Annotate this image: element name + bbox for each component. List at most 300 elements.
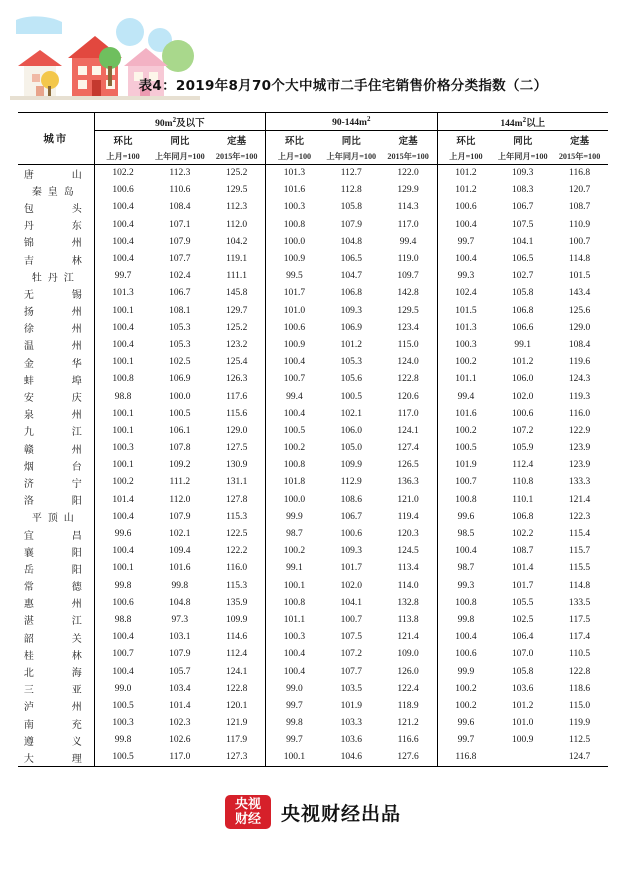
- index-value: 121.0: [397, 494, 419, 505]
- index-value: 100.1: [94, 302, 151, 319]
- city-name: 蚌 埠: [23, 375, 88, 387]
- city-name: 岳 阳: [23, 564, 88, 576]
- index-value: 102.7: [512, 271, 534, 282]
- index-value: 100.0: [266, 233, 323, 250]
- index-value: 110.6: [169, 185, 191, 196]
- index-value: 116.0: [569, 408, 591, 419]
- index-value: 109.3: [340, 546, 362, 557]
- index-value: 100.4: [437, 629, 494, 646]
- index-value: 105.3: [169, 339, 191, 350]
- col-group-over-144: $144m^2$以上: [437, 113, 608, 131]
- index-value: 109.3: [512, 168, 534, 179]
- index-value: 105.8: [512, 666, 534, 677]
- city-name: 宜 昌: [23, 530, 88, 542]
- city-name: 唐 山: [23, 169, 88, 181]
- table-row: [18, 165, 608, 182]
- index-value: 110.8: [512, 477, 534, 488]
- city-name: 秦皇岛: [31, 186, 80, 198]
- index-value: 103.4: [169, 683, 191, 694]
- index-value: 111.1: [226, 271, 247, 282]
- col-header-yoy-3: 同比: [513, 136, 533, 147]
- table-row: [18, 474, 608, 491]
- cctv-finance-logo: [225, 795, 271, 829]
- index-value: 106.1: [169, 425, 191, 436]
- index-value: 100.8: [266, 594, 323, 611]
- index-value: 99.7: [437, 732, 494, 749]
- index-value: 98.8: [94, 388, 151, 405]
- index-value: 112.4: [512, 460, 534, 471]
- index-value: 133.5: [568, 597, 591, 608]
- table-header-groups: [18, 113, 608, 131]
- index-value: 101.3: [94, 285, 151, 302]
- col-base-yoy-1: 上年同月=100: [155, 151, 205, 161]
- index-value: 120.1: [225, 700, 248, 711]
- index-value: 115.4: [569, 529, 591, 540]
- index-value: 119.6: [569, 357, 591, 368]
- index-value: 100.3: [266, 629, 323, 646]
- index-value: 99.6: [437, 715, 494, 732]
- table-row: [18, 491, 608, 508]
- city-name: 三 亚: [23, 685, 88, 697]
- city-name: 扬 州: [23, 307, 88, 319]
- index-value: 112.3: [169, 168, 191, 179]
- table-row: [18, 732, 608, 749]
- index-value: 99.6: [437, 508, 494, 525]
- col-base-base-2: 2015年=100: [387, 151, 429, 161]
- index-value: 104.1: [340, 597, 362, 608]
- index-value: 124.1: [397, 425, 419, 436]
- index-value: 107.8: [169, 443, 191, 454]
- index-value: 129.5: [397, 305, 419, 316]
- index-value: 104.1: [512, 236, 534, 247]
- index-value: 100.2: [437, 354, 494, 371]
- index-value: 102.3: [169, 718, 191, 729]
- index-value: 132.8: [397, 597, 419, 608]
- index-value: 102.2: [94, 165, 151, 182]
- index-value: 100.5: [437, 440, 494, 457]
- index-value: 127.6: [397, 752, 419, 763]
- index-value: 100.2: [266, 440, 323, 457]
- index-value: 115.0: [569, 700, 591, 711]
- index-value: 115.0: [397, 339, 419, 350]
- city-name: 泸 州: [23, 702, 88, 714]
- index-value: 99.7: [94, 268, 151, 285]
- table-row: [18, 233, 608, 250]
- index-value: 113.4: [397, 563, 419, 574]
- col-base-mom-3: 上月=100: [437, 148, 494, 165]
- index-value: 112.8: [340, 185, 362, 196]
- table-row: [18, 250, 608, 267]
- index-value: 124.5: [397, 546, 419, 557]
- table-header-measures: [18, 131, 608, 149]
- index-value: 117.0: [397, 219, 419, 230]
- index-value: 100.8: [437, 491, 494, 508]
- table-row: [18, 680, 608, 697]
- index-value: 112.5: [569, 735, 591, 746]
- index-value: 123.9: [568, 460, 591, 471]
- index-value: 99.8: [437, 611, 494, 628]
- city-name: 平顶山: [31, 513, 80, 525]
- index-value: 100.7: [437, 474, 494, 491]
- index-value: 100.3: [94, 715, 151, 732]
- index-value: 109.9: [340, 460, 362, 471]
- index-value: 117.0: [397, 408, 419, 419]
- index-value: 108.1: [169, 305, 191, 316]
- index-value: 107.9: [169, 236, 191, 247]
- index-value: 109.3: [340, 305, 362, 316]
- index-value: 100.1: [266, 577, 323, 594]
- city-name: 大 理: [23, 753, 88, 765]
- index-value: 101.6: [437, 405, 494, 422]
- price-index-table-area: [18, 112, 608, 767]
- index-value: 100.1: [94, 457, 151, 474]
- index-value: 122.5: [225, 529, 248, 540]
- index-value: 115.5: [569, 563, 591, 574]
- index-value: 99.5: [266, 268, 323, 285]
- index-value: 100.6: [94, 182, 151, 199]
- col-base-base-1: 2015年=100: [215, 151, 258, 161]
- city-name: 烟 台: [23, 461, 88, 473]
- col-header-base-1: 定基: [227, 136, 247, 147]
- index-value: 100.2: [437, 680, 494, 697]
- index-value: 100.4: [266, 646, 323, 663]
- city-name: 九 江: [23, 427, 88, 439]
- index-value: 100.4: [94, 199, 151, 216]
- index-value: 99.6: [94, 525, 151, 542]
- index-value: 101.9: [340, 700, 362, 711]
- index-value: 106.9: [340, 322, 362, 333]
- table-row: [18, 594, 608, 611]
- index-value: 100.2: [266, 543, 323, 560]
- index-value: 101.4: [169, 700, 191, 711]
- index-value: 106.9: [169, 374, 191, 385]
- index-value: 101.7: [512, 580, 534, 591]
- table-row: [18, 285, 608, 302]
- index-value: 100.6: [437, 646, 494, 663]
- index-value: 129.0: [225, 425, 248, 436]
- index-value: 117.6: [226, 391, 248, 402]
- index-value: 98.5: [437, 525, 494, 542]
- index-value: 105.0: [340, 443, 362, 454]
- col-base-yoy-2: 上年同月=100: [326, 151, 377, 161]
- index-value: 105.5: [512, 597, 534, 608]
- index-value: 108.7: [512, 546, 534, 557]
- index-value: 102.4: [437, 285, 494, 302]
- index-value: 122.0: [397, 168, 419, 179]
- table-row: [18, 440, 608, 457]
- index-value: 112.7: [340, 168, 362, 179]
- index-value: 112.0: [169, 494, 191, 505]
- table-body: [18, 165, 608, 767]
- index-value: 121.2: [397, 718, 419, 729]
- index-value: 119.3: [569, 391, 591, 402]
- index-value: 103.5: [340, 683, 362, 694]
- table-row: [18, 715, 608, 732]
- index-value: 109.7: [397, 271, 419, 282]
- index-value: 103.6: [512, 683, 534, 694]
- table-row: [18, 302, 608, 319]
- index-value: 122.8: [225, 683, 248, 694]
- index-value: 99.3: [437, 577, 494, 594]
- col-header-city: 城市: [43, 134, 69, 145]
- index-value: 102.5: [169, 357, 191, 368]
- index-value: 108.4: [568, 339, 591, 350]
- table-row: [18, 697, 608, 714]
- city-name: 锦 州: [23, 238, 88, 250]
- index-value: 119.9: [569, 718, 591, 729]
- index-value: 100.4: [94, 319, 151, 336]
- city-name: 遵 义: [23, 736, 88, 748]
- index-value: 101.0: [266, 302, 323, 319]
- index-value: 112.3: [226, 202, 248, 213]
- index-value: 133.3: [568, 477, 591, 488]
- index-value: 117.5: [569, 614, 591, 625]
- city-name: 金 华: [23, 358, 88, 370]
- index-value: 99.8: [94, 577, 151, 594]
- table-row: [18, 336, 608, 353]
- index-value: 129.7: [225, 305, 248, 316]
- index-value: 129.9: [397, 185, 419, 196]
- index-value: 100.4: [94, 543, 151, 560]
- index-value: 104.6: [340, 752, 362, 763]
- table-row: [18, 663, 608, 680]
- table-row: [18, 629, 608, 646]
- index-value: 112.0: [226, 219, 248, 230]
- index-value: 100.8: [437, 594, 494, 611]
- index-value: 108.7: [568, 202, 591, 213]
- index-value: 117.0: [169, 752, 191, 763]
- index-value: 122.2: [225, 546, 248, 557]
- city-name: 牡丹江: [31, 272, 80, 284]
- index-value: 100.6: [266, 319, 323, 336]
- index-value: 101.8: [266, 474, 323, 491]
- col-base-mom-1: 上月=100: [94, 148, 151, 165]
- index-value: 102.4: [169, 271, 191, 282]
- index-value: 100.4: [94, 336, 151, 353]
- index-value: 116.0: [226, 563, 248, 574]
- index-value: 100.6: [437, 199, 494, 216]
- price-index-table: [18, 112, 608, 767]
- logo-line-1: 央视: [234, 797, 261, 812]
- index-value: 99.8: [171, 580, 189, 591]
- col-base-yoy-3: 上年同月=100: [497, 151, 548, 161]
- index-value: 102.1: [340, 408, 362, 419]
- index-value: 100.4: [94, 216, 151, 233]
- table-header-bases: [18, 148, 608, 165]
- index-value: 104.7: [340, 271, 362, 282]
- index-value: 106.5: [340, 254, 362, 265]
- index-value: 108.6: [340, 494, 362, 505]
- index-value: 127.8: [225, 494, 248, 505]
- table-row: [18, 354, 608, 371]
- index-value: 102.5: [512, 614, 534, 625]
- index-value: 100.3: [437, 336, 494, 353]
- index-value: 100.5: [94, 697, 151, 714]
- index-value: 105.3: [340, 357, 362, 368]
- table-row: [18, 646, 608, 663]
- col-header-mom-1: 环比: [94, 131, 151, 149]
- page-title: 表4：2019年8月70个大中城市二手住宅销售价格分类指数（二）: [138, 78, 548, 94]
- index-value: 100.5: [340, 391, 362, 402]
- city-name: 韶 关: [23, 633, 88, 645]
- index-value: 99.4: [266, 388, 323, 405]
- index-value: 121.4: [568, 494, 591, 505]
- index-value: 100.1: [94, 405, 151, 422]
- index-value: 117.9: [226, 735, 248, 746]
- city-name: 包 头: [23, 203, 88, 215]
- index-value: 123.2: [225, 339, 248, 350]
- index-value: 100.5: [169, 408, 191, 419]
- index-value: 101.6: [169, 563, 191, 574]
- index-value: 106.5: [512, 254, 534, 265]
- table-row: [18, 525, 608, 542]
- footer-text: 央视财经出品: [280, 802, 401, 825]
- col-group-under-90: $90m^2$及以下: [94, 113, 265, 131]
- index-value: 107.1: [169, 219, 191, 230]
- index-value: 99.7: [266, 697, 323, 714]
- index-value: 101.7: [340, 563, 362, 574]
- index-value: 125.2: [225, 168, 248, 179]
- index-value: 99.9: [437, 663, 494, 680]
- index-value: 99.4: [399, 236, 417, 247]
- index-value: 100.4: [437, 543, 494, 560]
- index-value: 100.7: [568, 236, 591, 247]
- index-value: 108.4: [169, 202, 191, 213]
- index-value: 100.3: [94, 440, 151, 457]
- index-value: 111.2: [169, 477, 191, 488]
- index-value: 135.9: [225, 597, 248, 608]
- index-value: 100.4: [266, 663, 323, 680]
- index-value: 131.1: [225, 477, 248, 488]
- index-value: 145.8: [225, 288, 248, 299]
- index-value: 100.0: [266, 491, 323, 508]
- city-name: 惠 州: [23, 599, 88, 611]
- table-row: [18, 577, 608, 594]
- index-value: 101.3: [437, 319, 494, 336]
- index-value: 123.9: [568, 443, 591, 454]
- index-value: 100.5: [266, 422, 323, 439]
- index-value: 100.4: [437, 216, 494, 233]
- index-value: 102.1: [169, 529, 191, 540]
- index-value: 107.7: [340, 666, 362, 677]
- index-value: 122.4: [397, 683, 419, 694]
- col-header-base-2: 定基: [398, 136, 418, 147]
- page-title-wrap: [0, 74, 626, 95]
- index-value: 99.3: [437, 268, 494, 285]
- index-value: 113.8: [397, 614, 419, 625]
- index-value: 98.8: [94, 611, 151, 628]
- table-row: [18, 371, 608, 388]
- index-value: 143.4: [568, 288, 591, 299]
- index-value: 100.6: [512, 408, 534, 419]
- index-value: 110.1: [512, 494, 534, 505]
- col-header-mom-3: 环比: [437, 131, 494, 149]
- index-value: 125.6: [568, 305, 591, 316]
- index-value: 100.4: [437, 250, 494, 267]
- index-value: 100.2: [437, 697, 494, 714]
- index-value: 124.0: [397, 357, 419, 368]
- index-value: 109.9: [225, 614, 248, 625]
- index-value: 116.8: [437, 749, 494, 766]
- index-value: 107.0: [512, 649, 534, 660]
- index-value: 100.9: [266, 250, 323, 267]
- city-name: 丹 东: [23, 221, 88, 233]
- index-value: 100.4: [94, 250, 151, 267]
- index-value: 122.9: [568, 425, 591, 436]
- index-value: 114.8: [569, 254, 591, 265]
- index-value: 101.2: [512, 357, 534, 368]
- index-value: 101.0: [512, 718, 534, 729]
- index-value: 100.8: [266, 216, 323, 233]
- index-value: 120.7: [568, 185, 591, 196]
- index-value: 112.4: [226, 649, 248, 660]
- col-header-base-3: 定基: [570, 136, 590, 147]
- index-value: 115.6: [226, 408, 248, 419]
- index-value: 106.8: [340, 288, 362, 299]
- index-value: 106.0: [340, 425, 362, 436]
- index-value: 101.9: [437, 457, 494, 474]
- col-header-yoy-2: 同比: [341, 136, 361, 147]
- index-value: 109.2: [169, 460, 191, 471]
- index-value: 125.4: [225, 357, 248, 368]
- index-value: 100.2: [94, 474, 151, 491]
- index-value: 110.5: [569, 649, 591, 660]
- index-value: 100.4: [94, 233, 151, 250]
- index-value: 104.8: [340, 236, 362, 247]
- index-value: 107.9: [169, 511, 191, 522]
- table-row: [18, 543, 608, 560]
- index-value: 101.4: [512, 563, 534, 574]
- index-value: 125.2: [225, 322, 248, 333]
- index-value: 101.3: [266, 165, 323, 182]
- index-value: 105.8: [512, 288, 534, 299]
- index-value: 106.8: [512, 511, 534, 522]
- index-value: 126.5: [397, 460, 419, 471]
- table-row: [18, 182, 608, 199]
- index-value: 99.1: [266, 560, 323, 577]
- index-value: 105.3: [169, 322, 191, 333]
- index-value: 100.1: [94, 422, 151, 439]
- index-value: 122.3: [568, 511, 591, 522]
- index-value: 105.9: [512, 443, 534, 454]
- table-head: [18, 113, 608, 165]
- index-value: 100.8: [94, 371, 151, 388]
- index-value: 106.8: [512, 305, 534, 316]
- index-value: 103.1: [169, 632, 191, 643]
- table-row: [18, 611, 608, 628]
- index-value: 109.4: [169, 546, 191, 557]
- index-value: [494, 749, 551, 766]
- index-value: 114.8: [569, 580, 591, 591]
- index-value: 100.4: [266, 354, 323, 371]
- col-header-mom-2: 环比: [266, 131, 323, 149]
- index-value: 107.5: [340, 632, 362, 643]
- index-value: 101.2: [437, 182, 494, 199]
- city-name: 常 德: [23, 582, 88, 594]
- index-value: 114.6: [226, 632, 248, 643]
- index-value: 115.3: [226, 511, 248, 522]
- city-name: 湛 江: [23, 616, 88, 628]
- index-value: 105.8: [340, 202, 362, 213]
- index-value: 117.4: [569, 632, 591, 643]
- index-value: 100.6: [340, 529, 362, 540]
- index-value: 101.2: [437, 165, 494, 182]
- col-base-mom-2: 上月=100: [266, 148, 323, 165]
- index-value: 107.9: [340, 219, 362, 230]
- index-value: 99.4: [437, 388, 494, 405]
- index-value: 127.5: [225, 443, 248, 454]
- col-group-90-144: $90-144m^2$: [266, 113, 437, 131]
